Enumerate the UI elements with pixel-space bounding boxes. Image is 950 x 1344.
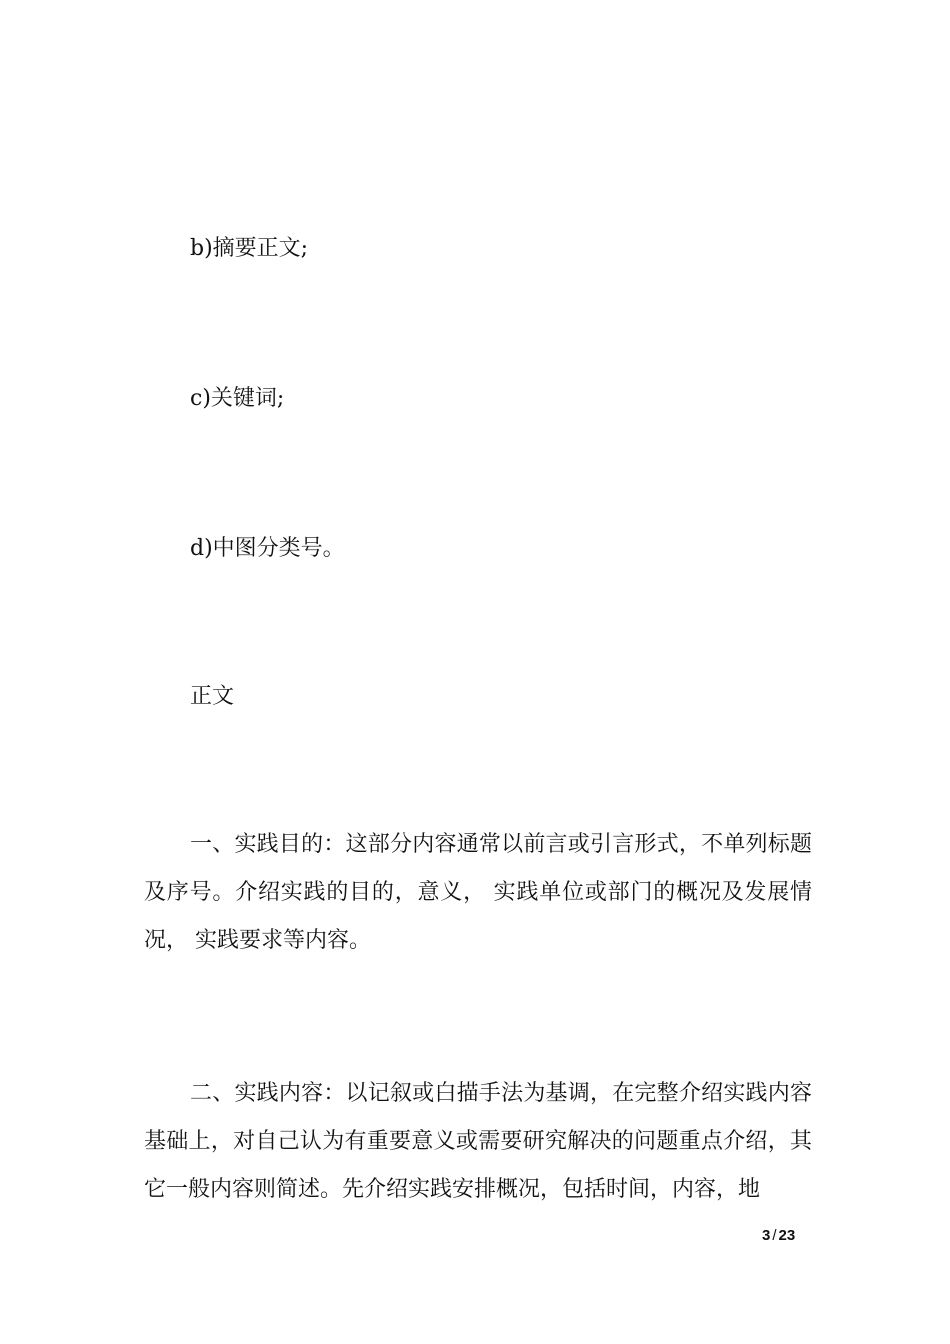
page-separator: / xyxy=(772,1227,777,1244)
practice-purpose-paragraph: 一、实践目的：这部分内容通常以前言或引言形式，不单列标题及序号。介绍实践的目的，意义， 实践单位或部门的概况及发展情况， 实践要求等内容。 xyxy=(144,832,812,953)
keywords-item: c)关键词; xyxy=(190,386,285,411)
page-number xyxy=(762,1228,795,1244)
classification-number-item: d)中图分类号。 xyxy=(190,536,345,561)
page-total: 23 xyxy=(778,1227,796,1244)
abstract-body-item: b)摘要正文; xyxy=(190,236,309,261)
practice-content-paragraph: 二、实践内容：以记叙或白描手法为基调，在完整介绍实践内容基础上，对自己认为有重要意义或需要研究解决的问题重点介绍，其它一般内容则简述。先介绍实践安排概况，包括时间，内容，地 xyxy=(144,1081,812,1202)
page-current: 3 xyxy=(762,1227,771,1244)
section-title: 正文 xyxy=(190,684,235,709)
